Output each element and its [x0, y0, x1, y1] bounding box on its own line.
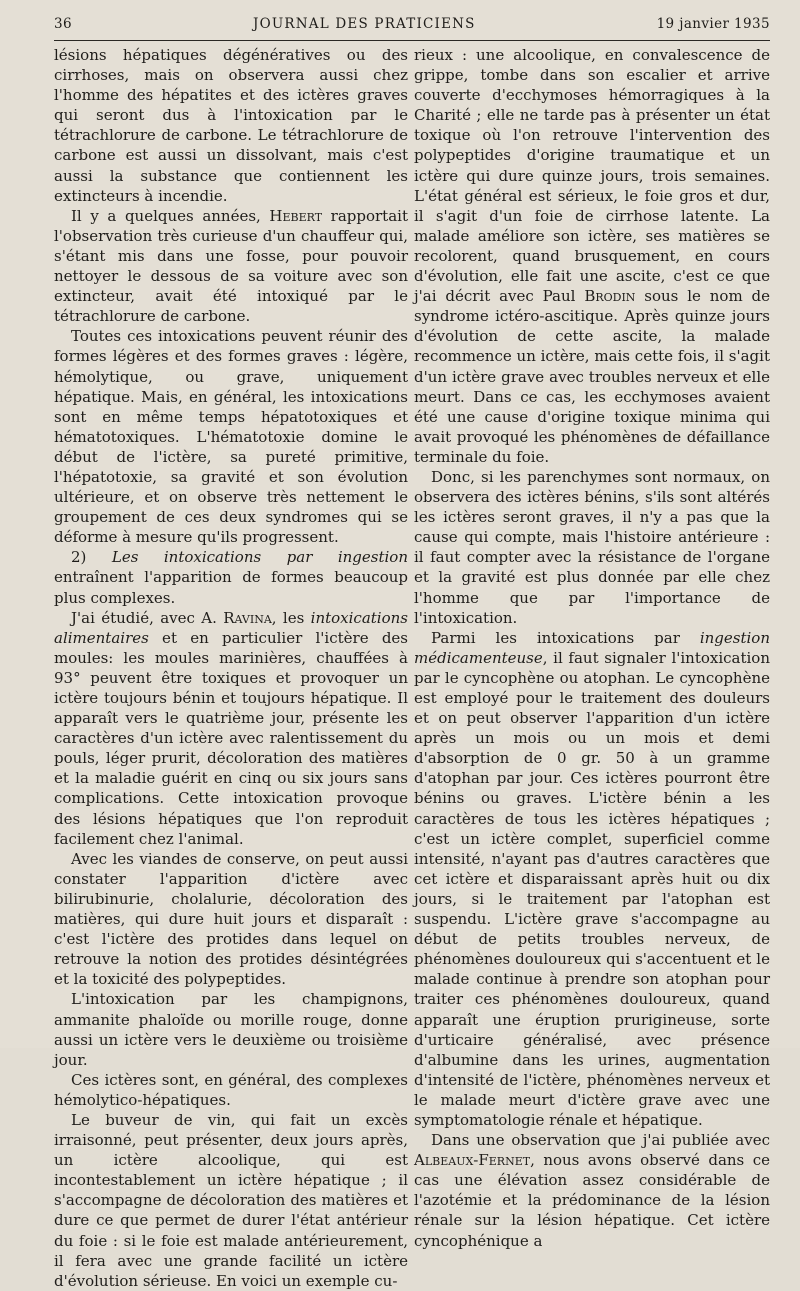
paragraph: L'intoxication par les champignons, ammanite phaloïde ou morille rouge, donne aussi un ictère vers le deuxième ou troisième jour.	[54, 990, 408, 1069]
paragraph: Toutes ces intoxications peuvent réunir des formes légères et des formes graves : légère, hémolytique, ou grave, uniquement hépatique. Mais, en général, les intoxications sont en même temps hépatotoxiques et hématotoxiques. L'hématotoxie domine le début de l'ictère, sa pureté primitive, l'hépatotoxie, sa gravité et son évolution ultérieure, et on observe très nettement le groupement de ces deux syndromes qui se déforme à mesure qu'ils progressent.	[54, 327, 408, 547]
paragraph: 2) Les intoxications par ingestion entraînent l'apparition de formes beaucoup plus complexes.	[54, 548, 408, 607]
paragraph: Ces ictères sont, en général, des complexes hémolytico-hépatiques.	[54, 1070, 408, 1109]
left-column	[54, 45, 408, 1291]
issue-date: 19 janvier 1935	[656, 16, 770, 32]
paragraph: J'ai étudié, avec A. Ravina, les intoxications alimentaires et en particulier l'ictère des moules: les moules marinières, chauffées à 93° peuvent être toxiques et provoquer un ictère toujours bénin et toujours hépatique. Il apparaît vers le quatrième jour, présente les caractères d'un ictère avec ralentissement du pouls, léger prurit, décoloration des matières et la maladie guérit en cinq ou six jours sans complications. Cette intoxication provoque des lésions hépatiques que l'on reproduit facilement chez l'animal.	[54, 608, 408, 848]
author-name: Albeaux-Fernet	[414, 1151, 531, 1170]
paragraph: lésions hépatiques dégénératives ou des cirrhoses, mais on observera aussi chez l'homme des hépatites et des ictères graves qui seront dus à l'intoxication par le tétrachlorure de carbone. Le tétrachlorure de carbone est aussi un dissolvant, mais c'est aussi la substance que contiennent les extincteurs à incendie.	[54, 46, 408, 205]
section-heading: Les intoxications par ingestion	[111, 548, 408, 567]
emphasis: ingestion médicamenteuse	[414, 628, 770, 667]
paragraph: Le buveur de vin, qui fait un excès irraisonné, peut présenter, deux jours après, un ictère alcoolique, qui est incontestablement un ictère hépatique ; il s'accompagne de décoloration des matières et dure ce que permet de durer l'état antérieur du foie : si le foie est malade antérieurement, il fera avec une grande facilité un ictère d'évolution sérieuse. En voici un exemple cu-	[54, 1110, 408, 1290]
page-number: 36	[54, 16, 72, 32]
paragraph: Dans une observation que j'ai publiée avec Albeaux-Fernet, nous avons observé dans ce cas une élévation assez considérable de l'azotémie et la prédominance de la lésion rénale sur la lésion hépatique. Cet ictère cyncophénique a	[414, 1131, 770, 1250]
paragraph: Donc, si les parenchymes sont normaux, on observera des ictères bénins, s'ils sont altérés les ictères seront graves, il n'y a pas que la cause qui compte, mais l'histoire antérieure : il faut compter avec la résistance de l'organe et la gravité est plus donnée par elle chez l'homme que par l'importance de l'intoxication.	[414, 467, 770, 627]
author-name: Brodin	[584, 287, 636, 306]
right-column	[414, 45, 770, 1291]
emphasis: intoxications alimentaires	[54, 608, 408, 647]
header-rule	[54, 40, 770, 41]
paragraph: Parmi les intoxications par ingestion médicamenteuse, il faut signaler l'intoxication par le cyncophène ou atophan. Le cyncophène est employé pour le traitement des douleurs et on peut observer l'apparition d'un ictère après un mois ou un mois et demi d'absorption de 0 gr. 50 à un gramme d'atophan par jour. Ces ictères pourront être bénins ou graves. L'ictère bénin a les caractères de tous les ictères hépatiques ; c'est un ictère complet, superficiel comme intensité, n'ayant pas d'autres caractères que cet ictère et disparaissant après huit ou dix jours, si le traitement par l'atophan est suspendu. L'ictère grave s'accompagne au début de petits troubles nerveux, de phénomènes douloureux qui s'accentuent et le malade continue à prendre son atophan pour traiter ces phénomènes douloureux, quand apparaît une éruption prurigineuse, sorte d'urticaire généralisé, avec présence d'albumine dans les urines, augmentation d'intensité de l'ictère, phénomènes nerveux et le malade meurt d'ictère grave avec une symptomatologie rénale et hépatique.	[414, 628, 770, 1129]
paragraph: rieux : une alcoolique, en convalescence de grippe, tombe dans son escalier et arrive couverte d'ecchymoses hémorragiques à la Charité ; elle ne tarde pas à présenter un état toxique où l'on retrouve l'intervention des polypeptides d'origine traumatique et un ictère qui dure quinze jours, trois semaines. L'état général est sérieux, le foie gros et dur, il s'agit d'un foie de cirrhose latente. La malade améliore son ictère, ses matières se recolorent, quand brusquement, en cours d'évolution, elle fait une ascite, c'est ce que j'ai décrit avec Paul Brodin sous le nom de syndrome ictéro-ascitique. Après quinze jours d'évolution de cette ascite, la malade recommence un ictère, mais cette fois, il s'agit d'un ictère grave avec troubles nerveux et elle meurt. Dans ce cas, les ecchymoses avaient été une cause d'origine toxique minima qui avait provoqué les phénomènes de défaillance terminale du foie.	[414, 46, 770, 466]
author-name: Hebert	[269, 206, 323, 225]
paragraph: Il y a quelques années, Hebert rapportait l'observation très curieuse d'un chauffeur qui, s'étant mis dans une fosse, pour pouvoir nettoyer le dessous de sa voiture avec son extincteur, avait été intoxiqué par le tétrachlorure de carbone.	[54, 206, 408, 326]
paragraph: Avec les viandes de conserve, on peut aussi constater l'apparition d'ictère avec bilirubinurie, cholalurie, décoloration des matières, qui dure huit jours et disparaît : c'est l'ictère des protides dans lequel on retrouve la notion des protides désintégrées et la toxicité des polypeptides.	[54, 849, 408, 989]
author-name: Ravina	[223, 608, 272, 627]
running-header	[54, 16, 770, 36]
journal-title: JOURNAL DES PRATICIENS	[252, 16, 476, 32]
text-columns	[54, 45, 770, 1291]
